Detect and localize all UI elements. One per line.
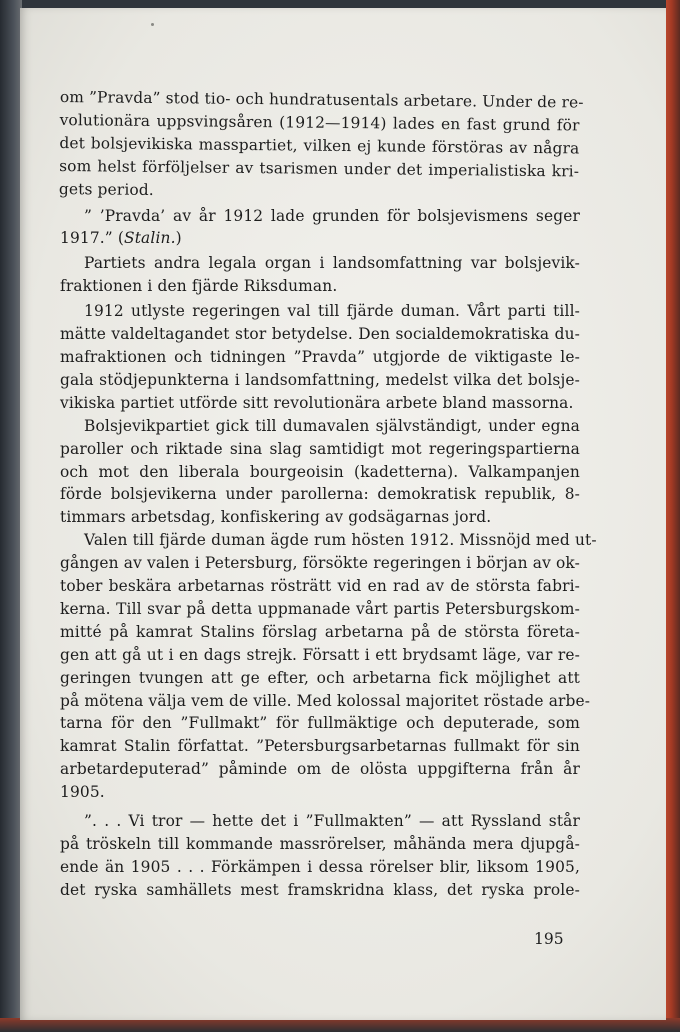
quote-paragraph bbox=[60, 810, 580, 902]
book-bottom-edge bbox=[0, 1018, 680, 1032]
text-line: mafraktionen och tidningen ”Pravda” utgjorde de viktigaste le- bbox=[60, 347, 580, 366]
quote-attribution: Stalin. bbox=[124, 229, 176, 248]
text-line: geringen tvungen att ge efter, och arbetarna fick möjlighet att bbox=[60, 668, 580, 687]
text-line: 1912 utlyste regeringen val till fjärde duman. Vårt parti till- bbox=[84, 302, 580, 321]
text-line: arbetardeputerad” påminde om de olösta uppgifterna från år bbox=[60, 760, 580, 779]
text-line: Bolsjevikpartiet gick till dumavalen självständigt, under egna bbox=[84, 416, 580, 435]
paragraph bbox=[60, 529, 597, 804]
text-line: ”. . . Vi tror — hette det i ”Fullmakten” — att Ryssland står bbox=[84, 812, 580, 831]
text-line: volutionära uppsvingsåren (1912—1914) lades en fast grund för bbox=[59, 110, 580, 135]
text-line: ” ’Pravda’ av år 1912 lade grunden för bolsjevismens seger bbox=[84, 206, 580, 225]
text-fragment: ) bbox=[175, 229, 182, 248]
text-line: kamrat Stalin författat. ”Petersburgsarbetarnas fullmakt för sin bbox=[60, 737, 580, 756]
text-fragment: 1917.” ( bbox=[60, 229, 125, 248]
text-line: timmars arbetsdag, konfiskering av godsägarnas jord. bbox=[60, 508, 492, 527]
paragraph bbox=[60, 415, 580, 530]
text-line: som helst förföljelser av tsarismen under det imperialistiska kri- bbox=[59, 156, 580, 181]
text-line: det bolsjevikiska masspartiet, vilken ej kunde förstöras av några bbox=[59, 133, 580, 158]
text-line: om ”Pravda” stod tio- och hundratusentals arbetare. Under de re- bbox=[59, 87, 584, 112]
quote-paragraph bbox=[60, 205, 580, 251]
text-line: gången av valen i Petersburg, försökte regeringen i början av ok- bbox=[60, 554, 580, 573]
text-line: tarna för den ”Fullmakt” för fullmäktige och deputerade, som bbox=[60, 714, 580, 733]
text-line: fraktionen i den fjärde Riksduman. bbox=[60, 277, 338, 296]
text-line: vikiska partiet utförde sitt revolutionära arbete bland massorna. bbox=[60, 393, 574, 412]
text-line: paroller och riktade sina slag samtidigt mot regeringspartierna bbox=[60, 439, 580, 458]
paragraph bbox=[58, 86, 584, 206]
text-line: det ryska samhällets mest framskridna klass, det ryska prole- bbox=[60, 880, 580, 899]
text-line: Valen till fjärde duman ägde rum hösten 1912. Missnöjd med ut- bbox=[84, 531, 597, 550]
text-line: förde bolsjevikerna under parollerna: demokratisk republik, 8- bbox=[60, 485, 580, 504]
text-line: tober beskära arbetarnas rösträtt vid en rad av de största fabri- bbox=[60, 577, 580, 596]
text-line: ende än 1905 . . . Förkämpen i dessa rörelser blir, liksom 1905, bbox=[60, 857, 580, 876]
paragraph bbox=[60, 252, 580, 298]
text-line: gala stödjepunkterna i landsomfattning, medelst vilka det bolsje- bbox=[60, 370, 580, 389]
paragraph bbox=[60, 300, 580, 415]
text-line bbox=[60, 227, 580, 250]
text-line: på tröskeln till kommande massrörelser, måhända mera djupgå- bbox=[60, 835, 580, 853]
text-line: Partiets andra legala organ i landsomfattning var bolsjevik- bbox=[84, 254, 580, 273]
text-line: och mot den liberala bourgeoisin (kadetterna). Valkampanjen bbox=[60, 462, 580, 481]
text-line: mätte valdeltagandet stor betydelse. Den socialdemokratiska du- bbox=[60, 325, 580, 344]
text-line: mitté på kamrat Stalins förslag arbetarna på de största företa- bbox=[60, 622, 580, 641]
book-page bbox=[20, 8, 666, 1020]
text-line: gets period. bbox=[58, 179, 155, 199]
text-line: på mötena välja vem de ville. Med kolossal majoritet röstade arbe- bbox=[60, 691, 591, 710]
book-cover-edge bbox=[666, 0, 680, 1032]
book-spine-shadow bbox=[0, 0, 22, 1032]
page-number: 195 bbox=[534, 930, 564, 948]
page-body-text bbox=[58, 86, 597, 902]
text-line: 1905. bbox=[60, 783, 105, 802]
dust-speck bbox=[151, 23, 154, 26]
text-line: kerna. Till svar på detta uppmanade vårt partis Petersburgskom- bbox=[60, 599, 580, 618]
text-line: gen att gå ut i en dags strejk. Försatt i ett brydsamt läge, var re- bbox=[60, 645, 580, 664]
